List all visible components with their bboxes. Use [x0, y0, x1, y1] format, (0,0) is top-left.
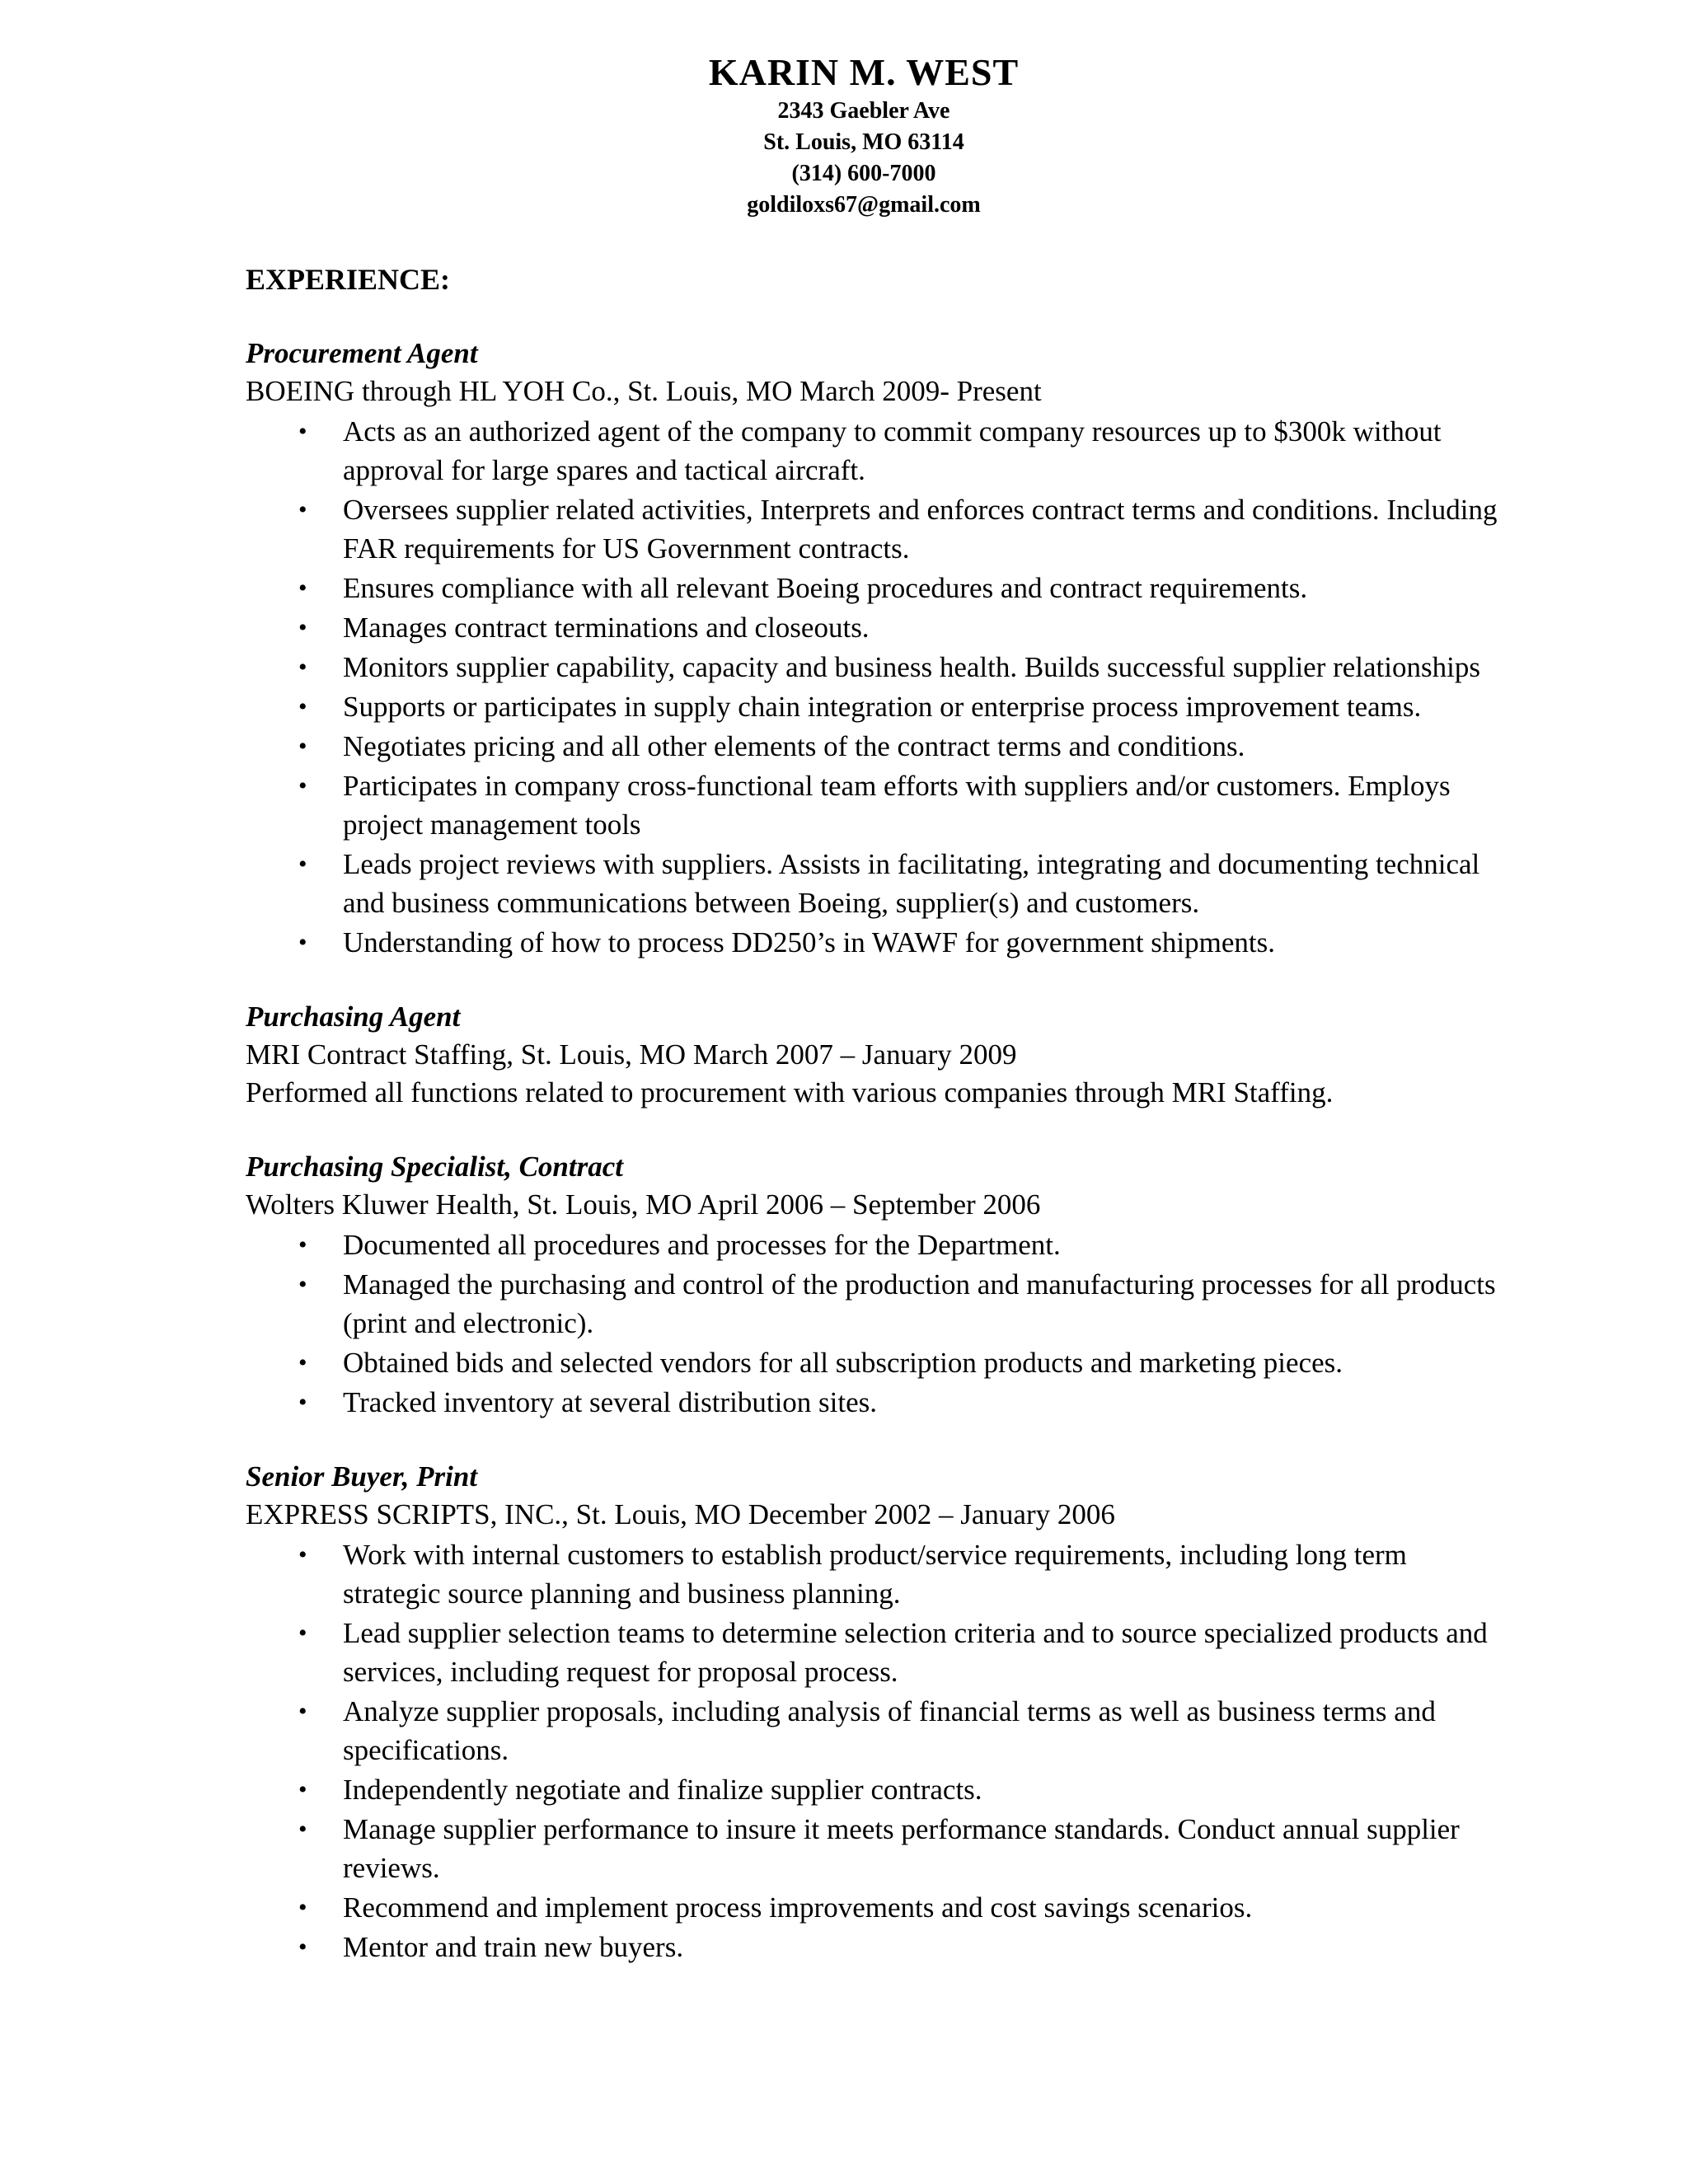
duty-item [246, 1888, 1507, 1927]
bullet-icon: • [298, 1231, 307, 1258]
duty-text: Monitors supplier capability, capacity and business health. Builds successful supplier relationships [343, 651, 1480, 683]
duty-text: Supports or participates in supply chain integration or enterprise process improvement teams. [343, 691, 1422, 723]
job-company-line: BOEING through HL YOH Co., St. Louis, MO March 2009- Present [246, 375, 1042, 407]
duty-item [246, 923, 1507, 962]
bullet-icon: • [298, 496, 307, 523]
job-entry [246, 335, 1507, 962]
duty-item [246, 766, 1507, 844]
job-company-line: MRI Contract Staffing, St. Louis, MO March 2007 – January 2009 [246, 1038, 1017, 1071]
duty-text: Oversees supplier related activities, Interprets and enforces contract terms and conditions. Including FAR requirements for US Government contracts. [343, 494, 1498, 565]
duty-item [246, 1226, 1507, 1264]
bullet-icon: • [298, 574, 307, 602]
duty-text: Mentor and train new buyers. [343, 1931, 684, 1963]
duty-text: Tracked inventory at several distribution sites. [343, 1386, 878, 1418]
duty-item [246, 1692, 1507, 1769]
bullet-icon: • [298, 1349, 307, 1376]
duty-item [246, 1265, 1507, 1343]
candidate-name: KARIN M. WEST [708, 51, 1020, 93]
duty-text: Participates in company cross-functional team efforts with suppliers and/or customers. Employs project management tools [343, 770, 1451, 841]
bullet-icon: • [298, 1776, 307, 1803]
duty-item [246, 1928, 1507, 1966]
job-duties-list [246, 412, 1507, 962]
job-title: Purchasing Specialist, Contract [246, 1151, 623, 1183]
duty-item [246, 608, 1507, 647]
email-line: goldiloxs67@gmail.com [747, 192, 981, 218]
duty-text: Recommend and implement process improvements and cost savings scenarios. [343, 1891, 1253, 1924]
duty-item [246, 1614, 1507, 1691]
city-line: St. Louis, MO 63114 [763, 129, 964, 155]
bullet-icon: • [298, 1816, 307, 1843]
job-entry [246, 998, 1507, 1112]
resume-header [246, 49, 1482, 221]
bullet-icon: • [298, 693, 307, 720]
duty-item [246, 1343, 1507, 1382]
job-company-line: Wolters Kluwer Health, St. Louis, MO April 2006 – September 2006 [246, 1188, 1041, 1221]
duty-text: Manages contract terminations and closeouts. [343, 612, 870, 644]
duty-text: Obtained bids and selected vendors for all subscription products and marketing pieces. [343, 1347, 1343, 1379]
address-line: 2343 Gaebler Ave [777, 98, 950, 124]
duty-item [246, 1770, 1507, 1809]
duty-text: Analyze supplier proposals, including analysis of financial terms as well as business terms and specifications. [343, 1695, 1436, 1766]
duty-text: Acts as an authorized agent of the company to commit company resources up to $300k without approval for large spares and tactical aircraft. [343, 415, 1442, 486]
bullet-icon: • [298, 1389, 307, 1416]
duty-item [246, 648, 1507, 687]
bullet-icon: • [298, 733, 307, 760]
bullet-icon: • [298, 418, 307, 445]
job-title: Procurement Agent [246, 337, 478, 369]
duty-text: Understanding of how to process DD250’s in WAWF for government shipments. [343, 926, 1275, 958]
duty-item [246, 412, 1507, 490]
duty-item [246, 569, 1507, 607]
duty-item [246, 490, 1507, 568]
duty-text: Manage supplier performance to insure it meets performance standards. Conduct annual supplier reviews. [343, 1813, 1460, 1884]
duty-text: Lead supplier selection teams to determine selection criteria and to source specialized products and services, including request for proposal process. [343, 1617, 1488, 1688]
duty-item [246, 687, 1507, 726]
job-entry [246, 1148, 1507, 1422]
job-duties-list [246, 1535, 1507, 1966]
duty-text: Work with internal customers to establish product/service requirements, including long term strategic source planning and business planning. [343, 1539, 1407, 1610]
bullet-icon: • [298, 1894, 307, 1921]
bullet-icon: • [298, 1619, 307, 1647]
job-title: Senior Buyer, Print [246, 1460, 478, 1493]
bullet-icon: • [298, 851, 307, 878]
duty-item [246, 845, 1507, 922]
duty-text: Independently negotiate and finalize supplier contracts. [343, 1774, 982, 1806]
duty-item [246, 727, 1507, 766]
bullet-icon: • [298, 772, 307, 799]
bullet-icon: • [298, 654, 307, 681]
duty-item [246, 1535, 1507, 1613]
job-company-line: EXPRESS SCRIPTS, INC., St. Louis, MO December 2002 – January 2006 [246, 1498, 1115, 1530]
duty-text: Ensures compliance with all relevant Boeing procedures and contract requirements. [343, 572, 1308, 604]
duty-text: Documented all procedures and processes for the Department. [343, 1229, 1061, 1261]
duty-text: Leads project reviews with suppliers. Assists in facilitating, integrating and documenting technical and business communications between Boeing, supplier(s) and customers. [343, 848, 1480, 919]
resume-page [246, 49, 1507, 1967]
duty-text: Negotiates pricing and all other elements of the contract terms and conditions. [343, 730, 1245, 762]
bullet-icon: • [298, 614, 307, 641]
bullet-icon: • [298, 929, 307, 956]
job-entry [246, 1458, 1507, 1966]
duty-item [246, 1383, 1507, 1422]
job-description: Performed all functions related to procurement with various companies through MRI Staffing. [246, 1076, 1334, 1108]
bullet-icon: • [298, 1698, 307, 1725]
experience-heading: EXPERIENCE: [246, 263, 451, 296]
job-duties-list [246, 1226, 1507, 1422]
bullet-icon: • [298, 1541, 307, 1568]
experience-list [246, 335, 1507, 1966]
bullet-icon: • [298, 1271, 307, 1298]
duty-item [246, 1810, 1507, 1887]
duty-text: Managed the purchasing and control of the production and manufacturing processes for all products (print and electronic). [343, 1268, 1496, 1339]
job-title: Purchasing Agent [246, 1001, 461, 1033]
phone-line: (314) 600-7000 [791, 161, 936, 186]
bullet-icon: • [298, 1933, 307, 1961]
